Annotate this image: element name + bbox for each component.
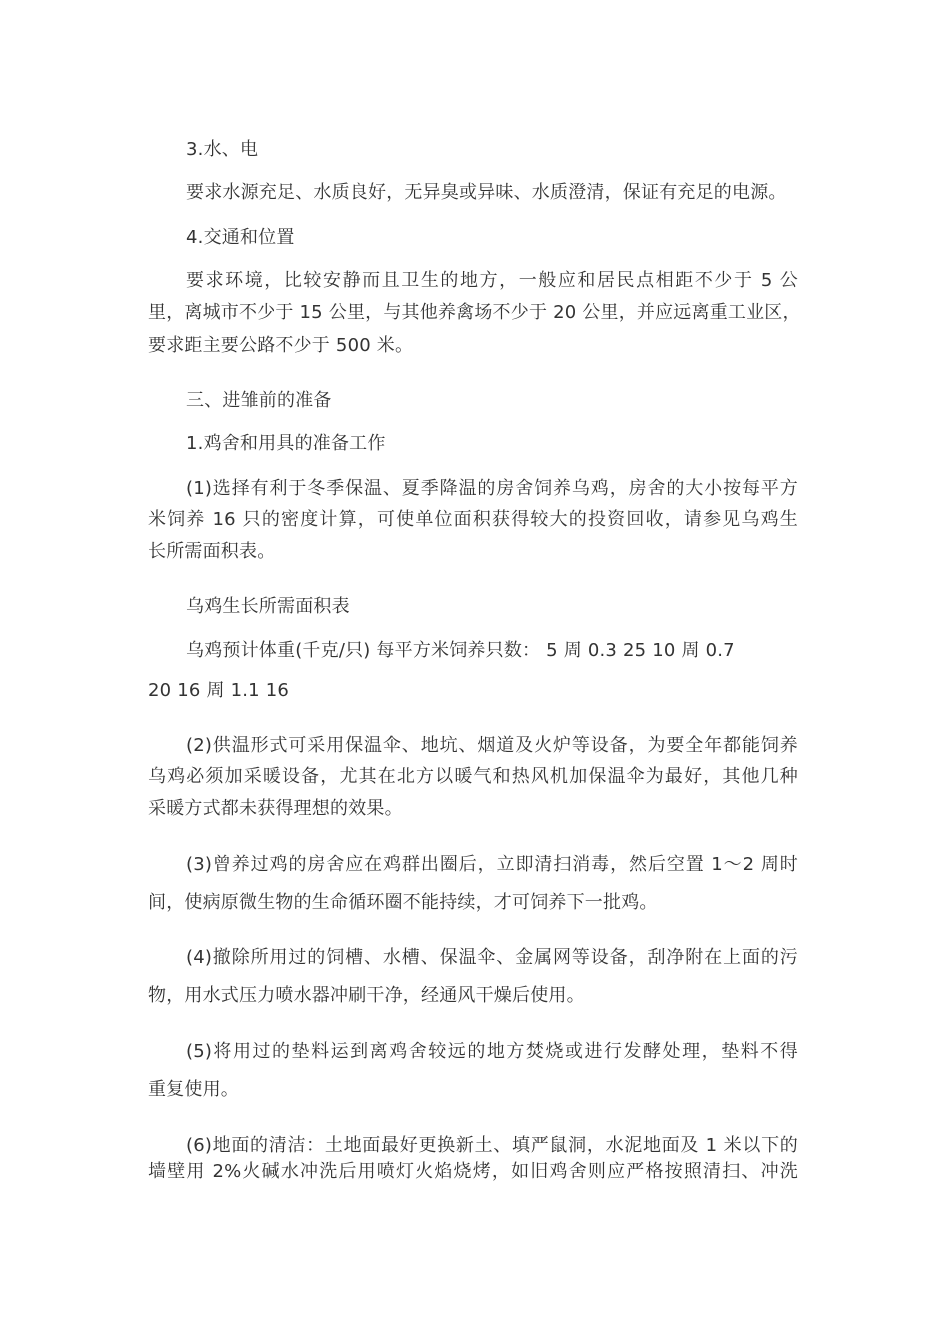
section-heading-brooding-preparation: 三、进雏前的准备 [186, 390, 332, 411]
paragraph-line: 要求环境，比较安静而且卫生的地方，一般应和居民点相距不少于 5 公 [186, 270, 798, 291]
heading-transport-location: 4.交通和位置 [186, 227, 295, 248]
table-title: 乌鸡生长所需面积表 [186, 596, 350, 617]
paragraph-line: (5)将用过的垫料运到离鸡舍较远的地方焚烧或进行发酵处理，垫料不得 [186, 1041, 798, 1062]
paragraph-line: (3)曾养过鸡的房舍应在鸡群出圈后，立即清扫消毒，然后空置 1～2 周时 [186, 854, 798, 875]
paragraph-line: 采暖方式都未获得理想的效果。 [148, 798, 403, 819]
table-row: 乌鸡预计体重(千克/只) 每平方米饲养只数： 5 周 0.3 25 10 周 0.7 [186, 640, 735, 661]
paragraph-line: 墙壁用 2%火碱水冲洗后用喷灯火焰烧烤，如旧鸡舍则应严格按照清扫、冲洗 [148, 1161, 798, 1182]
paragraph-line: 间，使病原微生物的生命循环圈不能持续，才可饲养下一批鸡。 [148, 892, 658, 913]
paragraph-line: 里，离城市不少于 15 公里，与其他养禽场不少于 20 公里，并应远离重工业区， [148, 302, 801, 323]
paragraph-line: 乌鸡必须加采暖设备，尤其在北方以暖气和热风机加保温伞为最好，其他几种 [148, 766, 798, 787]
paragraph-line: (6)地面的清洁：土地面最好更换新土、填严鼠洞，水泥地面及 1 米以下的 [186, 1135, 798, 1156]
paragraph-line: (2)供温形式可采用保温伞、地坑、烟道及火炉等设备，为要全年都能饲养 [186, 735, 798, 756]
heading-water-electricity: 3.水、电 [186, 139, 259, 160]
subheading-house-equipment: 1.鸡舍和用具的准备工作 [186, 433, 386, 454]
paragraph-line: 米饲养 16 只的密度计算，可使单位面积获得较大的投资回收，请参见乌鸡生 [148, 509, 798, 530]
paragraph-line: (1)选择有利于冬季保温、夏季降温的房舍饲养乌鸡，房舍的大小按每平方 [186, 478, 798, 499]
paragraph-line: (4)撤除所用过的饲槽、水槽、保温伞、金属网等设备，刮净附在上面的污 [186, 947, 798, 968]
paragraph-line: 长所需面积表。 [148, 541, 276, 562]
paragraph-line: 要求水源充足、水质良好，无异臭或异味、水质澄清，保证有充足的电源。 [186, 182, 787, 203]
paragraph-line: 重复使用。 [148, 1079, 239, 1100]
table-row: 20 16 周 1.1 16 [148, 680, 290, 701]
paragraph-line: 要求距主要公路不少于 500 米。 [148, 335, 414, 356]
paragraph-line: 物，用水式压力喷水器冲刷干净，经通风干燥后使用。 [148, 985, 585, 1006]
